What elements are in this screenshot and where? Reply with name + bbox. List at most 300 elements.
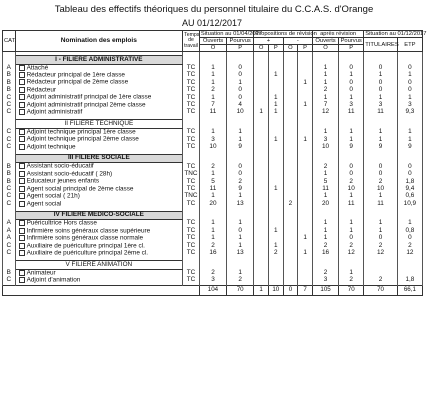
row-o1: 10 <box>199 144 226 151</box>
row-o2: 1 <box>312 228 338 235</box>
row-mo <box>283 144 298 151</box>
row-temps: TC <box>183 109 200 116</box>
row-category: C <box>3 102 16 109</box>
row-p1: 1 <box>227 128 254 136</box>
row-o1: 1 <box>199 171 226 178</box>
row-p2: 2 <box>339 277 364 285</box>
checkbox-square <box>19 79 25 85</box>
row-tit: 2 <box>364 243 398 250</box>
total-p1: 70 <box>227 285 254 295</box>
row-emploi: Infirmière soins généraux classe normale <box>15 235 183 242</box>
row-etp: 9,4 <box>397 186 422 193</box>
row-emploi: Puéricultrice Hors classe <box>15 220 183 228</box>
header-cat: CAT. <box>3 31 16 52</box>
row-etp: 0 <box>397 87 422 94</box>
total-o1: 104 <box>199 285 226 295</box>
row-o1: 1 <box>199 72 226 79</box>
row-etp: 10,9 <box>397 201 422 208</box>
section-title: IV FILIERE MEDICO-SOCIALE <box>15 211 183 219</box>
row-pp <box>268 193 283 200</box>
effectifs-table <box>2 30 427 296</box>
row-mo <box>283 94 298 101</box>
row-p1: 1 <box>227 193 254 200</box>
row-p1: 0 <box>227 87 254 94</box>
row-o2: 3 <box>312 277 338 285</box>
checkbox-square <box>19 201 25 207</box>
row-mp <box>298 201 313 208</box>
row-category: A <box>3 64 16 72</box>
row-mp <box>298 87 313 94</box>
row-pp: 1 <box>268 228 283 235</box>
row-po <box>254 64 269 72</box>
total-o2: 105 <box>312 285 338 295</box>
row-o1: 5 <box>199 178 226 185</box>
row-emploi: Assistant socio-éducatif ( 28h) <box>15 171 183 178</box>
row-o2: 3 <box>312 136 338 143</box>
row-temps: TC <box>183 220 200 228</box>
section-title: I - FILIERE ADMINISTRATIVE <box>15 56 183 64</box>
header-plus: + <box>254 38 283 45</box>
row-emploi: Agent social ( 21h) <box>15 193 183 200</box>
checkbox-square <box>19 270 25 276</box>
row-p1: 0 <box>227 163 254 171</box>
row-tit: 1 <box>364 193 398 200</box>
row-o1: 2 <box>199 87 226 94</box>
row-p2: 1 <box>339 128 364 136</box>
section-title: V FILIERE ANIMATION <box>15 261 183 269</box>
row-tit: 3 <box>364 102 398 109</box>
row-emploi: Adjoint technique principal 1ère classe <box>15 128 183 136</box>
row-tit: 1 <box>364 220 398 228</box>
row-category: A <box>3 228 16 235</box>
row-temps: TC <box>183 94 200 101</box>
table-row <box>3 250 423 257</box>
row-mo <box>283 277 298 285</box>
row-o2: 1 <box>312 79 338 86</box>
row-tit: 0 <box>364 79 398 86</box>
header-apres: après révision <box>312 31 363 38</box>
row-mo <box>283 102 298 109</box>
row-o1: 1 <box>199 64 226 72</box>
row-o1: 11 <box>199 109 226 116</box>
row-pp: 1 <box>268 72 283 79</box>
row-mp: 1 <box>298 79 313 86</box>
header-situation-new: Situation au 01/12/2017 <box>365 31 427 37</box>
header-p: P <box>298 45 313 52</box>
header-ouverts-1: Ouverts <box>199 38 226 45</box>
row-temps: TC <box>183 87 200 94</box>
row-p2: 1 <box>339 72 364 79</box>
row-mo <box>283 72 298 79</box>
header-p: P <box>339 45 364 52</box>
row-etp: 9,3 <box>397 109 422 116</box>
row-o1: 2 <box>199 269 226 277</box>
row-tit: 1 <box>364 72 398 79</box>
row-p1: 1 <box>227 235 254 242</box>
row-tit: 0 <box>364 64 398 72</box>
table-row <box>3 277 423 285</box>
row-o2: 2 <box>312 269 338 277</box>
row-tit: 1 <box>364 228 398 235</box>
row-o2: 7 <box>312 102 338 109</box>
document-title: Tableau des effectifs théoriques du personnel titulaire du C.C.A.S. d'Orange <box>54 4 374 15</box>
row-po <box>254 193 269 200</box>
checkbox-square <box>19 163 25 169</box>
checkbox-square <box>19 243 25 249</box>
row-category: C <box>3 128 16 136</box>
row-temps: TC <box>183 163 200 171</box>
row-o1: 3 <box>199 277 226 285</box>
row-mo <box>283 87 298 94</box>
row-emploi: Infirmière soins généraux classe supérieure <box>15 228 183 235</box>
row-category: C <box>3 136 16 143</box>
row-o1: 1 <box>199 235 226 242</box>
header-p: P <box>227 45 254 52</box>
row-pp: 1 <box>268 102 283 109</box>
row-o1: 7 <box>199 102 226 109</box>
row-o2: 2 <box>312 87 338 94</box>
row-mp <box>298 220 313 228</box>
row-po <box>254 144 269 151</box>
row-category: A <box>3 220 16 228</box>
row-etp: 0 <box>397 235 422 242</box>
row-emploi: Adjoint technique <box>15 144 183 151</box>
row-category: C <box>3 109 16 116</box>
row-po <box>254 250 269 257</box>
row-pp: 1 <box>268 136 283 143</box>
header-nomination: Nomination des emplois <box>15 31 183 52</box>
header-row-1 <box>3 31 423 38</box>
checkbox-square <box>19 136 25 142</box>
row-p2: 1 <box>339 228 364 235</box>
row-temps: TNC <box>184 170 198 178</box>
row-p1: 13 <box>227 250 254 257</box>
row-category: C <box>3 94 16 101</box>
row-emploi: Adjoint administratif principal 2ème classe <box>15 102 183 109</box>
row-emploi: Rédacteur principal de 2ème classe <box>15 79 183 86</box>
total-p2: 70 <box>339 285 364 295</box>
row-p2: 0 <box>339 79 364 86</box>
header-pourvus-1: Pourvus <box>227 38 254 45</box>
row-po <box>254 235 269 242</box>
header-etp: ETP <box>397 38 422 52</box>
row-temps: TC <box>183 178 200 185</box>
row-emploi: Assistant socio-éducatif <box>15 163 183 171</box>
total-tit: 70 <box>364 285 398 295</box>
row-mp <box>298 193 313 200</box>
header-propositions: Propositions de révision <box>255 31 317 37</box>
row-o1: 2 <box>199 163 226 171</box>
row-etp: 1 <box>397 220 422 228</box>
row-po <box>254 277 269 285</box>
row-p2: 2 <box>339 243 364 250</box>
row-mo <box>283 235 298 242</box>
row-o2: 12 <box>312 109 338 116</box>
row-p2: 2 <box>339 178 364 185</box>
row-tit: 0 <box>364 87 398 94</box>
row-mp <box>298 269 313 277</box>
row-p2: 12 <box>339 250 364 257</box>
row-mp: 1 <box>298 136 313 143</box>
row-etp: 1,8 <box>397 277 422 285</box>
row-category: C <box>3 243 16 250</box>
row-p1: 1 <box>227 243 254 250</box>
row-mp <box>298 144 313 151</box>
row-emploi: Agent social principal de 2ème classe <box>15 186 183 193</box>
row-mp <box>298 178 313 185</box>
row-p1: 2 <box>227 277 254 285</box>
row-p1: 0 <box>227 171 254 178</box>
row-p1: 9 <box>227 186 254 193</box>
row-p2: 0 <box>339 64 364 72</box>
row-o1: 20 <box>199 201 226 208</box>
row-p1: 0 <box>227 64 254 72</box>
row-pp <box>268 171 283 178</box>
document-date: AU 01/12/2017 <box>182 18 243 28</box>
row-o2: 1 <box>312 128 338 136</box>
row-mo <box>283 64 298 72</box>
row-mo <box>283 220 298 228</box>
section-title: II FILIERE TECHNIQUE <box>15 120 183 128</box>
row-etp: 0 <box>397 79 422 86</box>
row-etp: 1 <box>397 94 422 101</box>
row-po <box>254 220 269 228</box>
row-category: C <box>3 277 16 285</box>
row-etp: 12 <box>397 250 422 257</box>
row-pp <box>268 201 283 208</box>
section-header <box>3 261 423 269</box>
row-temps: TC <box>183 64 200 72</box>
header-o: O <box>199 45 226 52</box>
row-etp: 9 <box>397 144 422 151</box>
row-emploi: Adjoint technique principal 2ème classe <box>15 136 183 143</box>
row-p2: 1 <box>339 269 364 277</box>
row-emploi: Educateur jeunes enfants <box>15 178 183 185</box>
row-tit: 0 <box>364 163 398 171</box>
total-mp: 7 <box>298 285 313 295</box>
row-category: B <box>3 171 16 178</box>
row-o1: 1 <box>199 128 226 136</box>
row-mp: 1 <box>298 250 313 257</box>
row-p1: 0 <box>227 94 254 101</box>
row-category: C <box>3 193 16 200</box>
row-pp: 1 <box>268 243 283 250</box>
row-pp: 1 <box>268 186 283 193</box>
row-o1: 1 <box>199 228 226 235</box>
row-mo <box>283 136 298 143</box>
row-po <box>254 201 269 208</box>
row-mo <box>283 171 298 178</box>
total-etp: 66,1 <box>397 285 422 295</box>
row-temps: TC <box>183 128 200 136</box>
row-category: C <box>3 201 16 208</box>
row-temps: TC <box>183 201 200 208</box>
row-po <box>254 136 269 143</box>
section-title: III FILIERE SOCIALE <box>15 155 183 163</box>
header-o: O <box>254 45 269 52</box>
header-o: O <box>312 45 338 52</box>
row-p2: 0 <box>339 235 364 242</box>
row-p2: 3 <box>339 102 364 109</box>
checkbox-square <box>19 186 25 192</box>
row-temps: TC <box>183 136 200 143</box>
row-category: B <box>3 178 16 185</box>
row-p1: 1 <box>227 269 254 277</box>
checkbox-square <box>19 277 25 283</box>
row-p1: 1 <box>227 220 254 228</box>
row-category: A <box>3 235 16 242</box>
row-mo <box>283 178 298 185</box>
row-category: B <box>3 87 16 94</box>
checkbox-square <box>19 65 25 71</box>
row-mp: 1 <box>298 235 313 242</box>
row-p1: 1 <box>227 79 254 86</box>
row-o2: 10 <box>312 144 338 151</box>
row-o1: 2 <box>199 243 226 250</box>
header-o: O <box>283 45 298 52</box>
checkbox-square <box>19 235 25 241</box>
checkbox-square <box>19 102 25 108</box>
row-o1: 1 <box>199 79 226 86</box>
row-po <box>254 171 269 178</box>
section-header <box>3 155 423 163</box>
row-temps: TC <box>183 235 200 242</box>
row-temps: TC <box>183 102 200 109</box>
row-emploi: Attaché <box>15 64 183 72</box>
row-tit: 11 <box>364 109 398 116</box>
totals-row <box>3 285 423 295</box>
table-body <box>3 52 423 285</box>
row-mp <box>298 163 313 171</box>
row-tit: 12 <box>364 250 398 257</box>
row-p1: 0 <box>227 228 254 235</box>
row-etp: 1 <box>397 128 422 136</box>
row-category: C <box>3 250 16 257</box>
row-mo <box>283 109 298 116</box>
row-tit: 0 <box>364 171 398 178</box>
row-tit: 2 <box>364 277 398 285</box>
header-minus: - <box>283 38 312 45</box>
checkbox-square <box>19 171 25 177</box>
row-p2: 11 <box>339 109 364 116</box>
row-tit: 10 <box>364 186 398 193</box>
row-mo <box>283 228 298 235</box>
row-pp <box>268 277 283 285</box>
row-po <box>254 186 269 193</box>
row-mo: 2 <box>283 201 298 208</box>
row-etp: 2 <box>397 243 422 250</box>
header-temps: Temps de travail <box>183 31 200 52</box>
row-o1: 1 <box>199 193 226 200</box>
row-p2: 0 <box>339 163 364 171</box>
checkbox-square <box>19 109 25 115</box>
row-etp: 0 <box>397 64 422 72</box>
row-o1: 11 <box>199 186 226 193</box>
row-temps: TC <box>183 228 200 235</box>
total-pp: 10 <box>268 285 283 295</box>
row-etp: 1 <box>397 72 422 79</box>
row-mo <box>283 250 298 257</box>
checkbox-square <box>19 228 25 234</box>
row-pp <box>268 144 283 151</box>
section-header <box>3 56 423 64</box>
row-emploi: Adjoint administratif principal de 1ère classe <box>15 94 183 101</box>
row-temps: TC <box>183 277 200 285</box>
row-o2: 1 <box>312 94 338 101</box>
row-etp: 0,6 <box>397 193 422 200</box>
row-mp <box>298 64 313 72</box>
row-mp: 1 <box>298 102 313 109</box>
checkbox-square <box>19 94 25 100</box>
row-category: C <box>3 144 16 151</box>
row-o2: 1 <box>312 171 338 178</box>
row-p2: 11 <box>339 201 364 208</box>
row-tit: 2 <box>364 178 398 185</box>
row-po <box>254 79 269 86</box>
row-po <box>254 128 269 136</box>
checkbox-square <box>19 72 25 78</box>
row-category: B <box>3 269 16 277</box>
checkbox-square <box>19 250 25 256</box>
row-o2: 2 <box>312 163 338 171</box>
table-row <box>3 109 423 116</box>
header-ouverts-2: Ouverts <box>312 38 338 45</box>
row-p1: 4 <box>227 102 254 109</box>
row-category: B <box>3 72 16 79</box>
row-pp <box>268 269 283 277</box>
row-tit: 9 <box>364 144 398 151</box>
row-o2: 11 <box>312 186 338 193</box>
row-tit: 11 <box>364 201 398 208</box>
row-temps: TC <box>183 72 200 79</box>
row-p1: 13 <box>227 201 254 208</box>
row-o2: 1 <box>312 220 338 228</box>
row-po <box>254 178 269 185</box>
row-tit: 0 <box>364 235 398 242</box>
row-mo <box>283 186 298 193</box>
row-o2: 2 <box>312 243 338 250</box>
row-emploi: Agent social <box>15 201 183 208</box>
header-situation-prev: Situation au 01/04/2017 <box>200 31 263 37</box>
row-etp: 1 <box>397 136 422 143</box>
row-o2: 1 <box>312 235 338 242</box>
row-mp <box>298 277 313 285</box>
row-temps: TC <box>183 250 200 257</box>
row-temps: TC <box>183 79 200 86</box>
row-o1: 3 <box>199 136 226 143</box>
row-emploi: Auxiliaire de puériculture principal 1ère cl. <box>15 243 183 250</box>
row-p1: 9 <box>227 144 254 151</box>
row-pp <box>268 163 283 171</box>
row-po <box>254 269 269 277</box>
row-p1: 10 <box>227 109 254 116</box>
row-p2: 1 <box>339 94 364 101</box>
header-p: P <box>268 45 283 52</box>
row-o1: 16 <box>199 250 226 257</box>
checkbox-square <box>19 129 25 135</box>
row-category: C <box>3 186 16 193</box>
row-po <box>254 228 269 235</box>
row-temps: TC <box>183 144 200 151</box>
row-temps: TNC <box>184 192 198 200</box>
row-tit: 1 <box>364 136 398 143</box>
row-etp: 0,8 <box>397 228 422 235</box>
row-tit: 1 <box>364 94 398 101</box>
table-row <box>3 144 423 151</box>
row-mo <box>283 163 298 171</box>
row-tit: 1 <box>364 128 398 136</box>
row-p2: 1 <box>339 220 364 228</box>
